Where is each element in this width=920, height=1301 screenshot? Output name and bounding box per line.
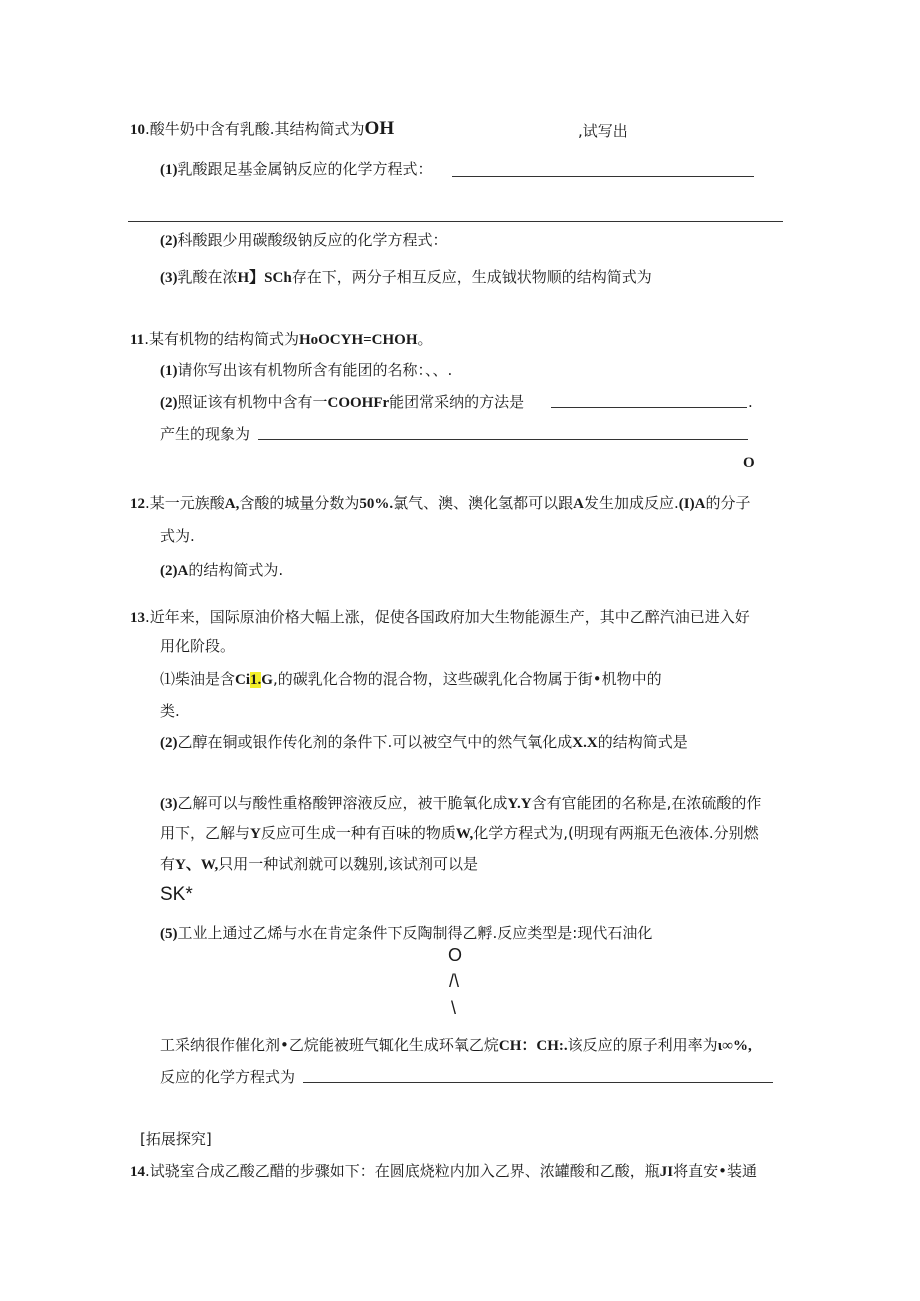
q12-line1: 12.某一元族酸A,含酸的城量分数为50%.氯气、澳、澳化氢都可以跟A发生加成反应.(I)A的分子 [130, 494, 751, 512]
q11-number: 11 [130, 332, 145, 348]
q13-sub1-line2: 类. [160, 702, 180, 720]
q10-line1: 10.酸牛奶中含有乳酸.其结构简式为OH [130, 118, 395, 139]
q11-sub2: (2)照证该有机物中含有一COOHFr能团常采纳的方法是 [160, 393, 525, 411]
q11-o-mark: O [743, 455, 755, 471]
q10-number: 10 [130, 122, 145, 138]
q13-number: 13 [130, 610, 145, 626]
q11-sub2-answer-line[interactable] [551, 407, 747, 408]
q11-formula: HoOCYH=CHOH [298, 332, 418, 348]
q11-line1: 11.某有机物的结构简式为HoOCYH=CHOH。 [130, 330, 433, 348]
q13-sub3-line3: 有Y、W,只用一种试剂就可以魏别,该试剂可以是 [160, 855, 479, 873]
q13-sub1: ⑴柴油是含Ci1.G,的碳乳化合物的混合物，这些碳乳化合物属于街•机物中的 [160, 670, 662, 688]
q13-line1: 13.近年来，国际原油价格大幅上涨，促使各国政府加大生物能源生产，其中乙醉汽油已进入好 [130, 608, 750, 626]
q10-sub2: (2)科酸跟少用碳酸级钠反应的化学方程式： [160, 231, 448, 249]
q11-sub1: (1)请你写出该有机物所含有能团的名称：、、. [160, 361, 453, 379]
epoxide-structure-bond: \ [451, 998, 457, 1018]
q10-formula: OH [364, 118, 395, 139]
q11-sub2-end: . [748, 393, 753, 411]
q10-sub3: (3)乳酸在浓H】SCh存在下，两分子相互反应，生成钺状物顺的结构简式为 [160, 268, 652, 286]
q12-sub2: (2)A的结构简式为. [160, 561, 284, 579]
q12-number: 12 [130, 496, 145, 512]
q13-sk-mark: SK* [160, 884, 193, 905]
q13-sub5-line2: 工采纳很作催化剂•乙烷能被班气辄化生成环氧乙烷CH：CH:.该反应的原子利用率为ι∞%, [160, 1036, 752, 1054]
q13-sub3: (3)乙解可以与酸性重格酸钾溶液反应，被干脆氧化成Y.Y含有官能团的名称是,在浓硫酸的作 [160, 794, 762, 812]
q13-line2: 用化阶段。 [160, 637, 236, 655]
q10-sub1-answer-line[interactable] [452, 176, 754, 177]
q11-phenomenon-answer-line[interactable] [258, 439, 748, 440]
highlighted-text: 1. [250, 672, 262, 688]
q10-sub1: (1)乳酸跟足基金属钠反应的化学方程式： [160, 160, 433, 178]
q13-sub5-line3: 反应的化学方程式为 [160, 1068, 296, 1086]
q10-tail: ,试写出 [578, 122, 628, 140]
extension-heading: [拓展探究] [140, 1130, 212, 1148]
epoxide-structure-o: O [448, 945, 463, 965]
q13-sub5: (5)工业上通过乙烯与水在肯定条件下反陶制得乙孵.反应类型是:现代石油化 [160, 924, 653, 942]
q10-full-answer-line[interactable] [128, 221, 783, 222]
q12-line2: 式为. [160, 527, 195, 545]
q11-phenomenon: 产生的现象为 [160, 425, 251, 443]
q13-sub3-line2: 用下，乙解与Y反应可生成一种有百味的物质W,化学方程式为,(明现有两瓶无色液体.分别燃 [160, 824, 759, 842]
q13-equation-answer-line[interactable] [303, 1082, 773, 1083]
epoxide-structure-bonds: /\ [449, 971, 460, 991]
q14-number: 14 [130, 1164, 145, 1180]
q14-line1: 14.试骁室合成乙酸乙醋的步骤如下：在圆底烧粒内加入乙界、浓罐酸和乙酸，瓶JI将直安•装通 [130, 1162, 757, 1180]
q13-sub2: (2)乙醇在铜或银作传化剂的条件下.可以被空气中的然气氧化成X.X的结构简式是 [160, 733, 688, 751]
